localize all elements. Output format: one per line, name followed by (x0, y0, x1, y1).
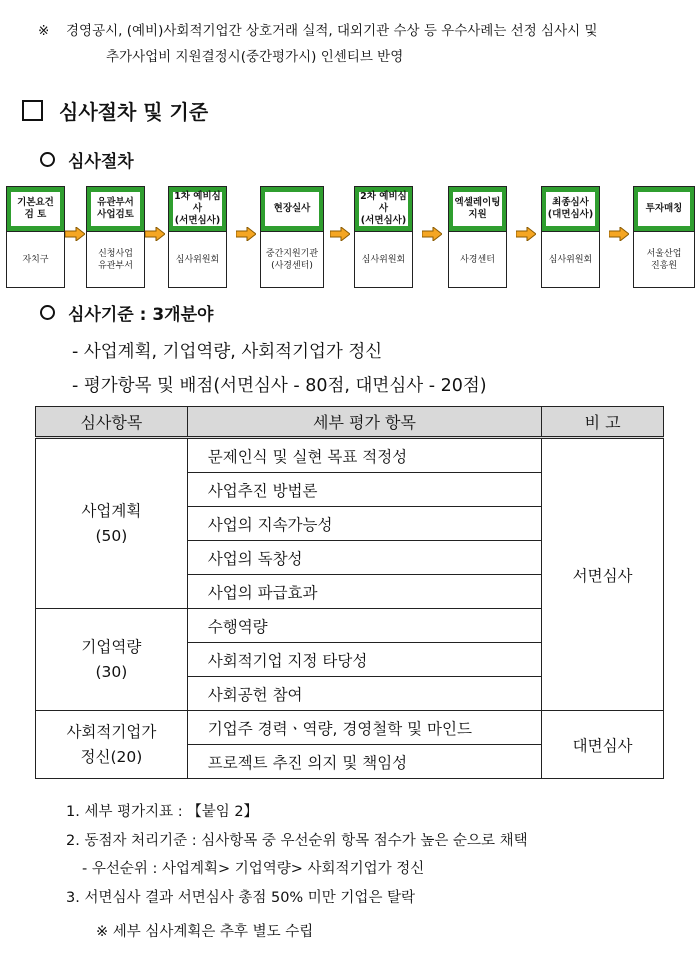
item-cell: 사업의 독창성 (187, 541, 541, 575)
procedure-flow (6, 186, 696, 288)
flow-step-header (261, 187, 323, 232)
footnote-sub: - 우선순위 : 사업계획> 기업역량> 사회적기업가 정신 (82, 861, 425, 877)
flow-step (541, 186, 600, 288)
flow-step (633, 186, 695, 288)
right-arrow-icon (609, 227, 629, 241)
circle-bullet-icon (40, 152, 55, 167)
item-cell: 기업주 경력ㆍ역량, 경영철학 및 마인드 (187, 711, 541, 745)
flow-step-header (87, 187, 144, 232)
column-header: 세부 평가 항목 (187, 407, 541, 438)
category-cell: 기업역량 (30) (36, 609, 188, 711)
flow-step (448, 186, 507, 288)
right-arrow-icon (422, 227, 442, 241)
circle-bullet-icon (40, 305, 55, 320)
right-arrow-icon (65, 227, 85, 241)
flow-step-title: 엑셀레이팅 지원 (453, 192, 502, 226)
right-arrow-icon (516, 227, 536, 241)
flow-step-title: 2차 예비심사 (서면심사) (360, 191, 407, 226)
flow-step-title: 최종심사 (대면심사) (546, 192, 595, 226)
flow-step-title: 투자매칭 (638, 192, 690, 226)
flow-step-header (449, 187, 506, 232)
flow-step-title: 유관부서 사업검토 (91, 192, 140, 226)
column-header: 심사항목 (36, 407, 188, 438)
checkbox-square-icon (22, 100, 43, 121)
flow-step-actor: 신청사업 유관부서 (98, 248, 133, 271)
flow-step (260, 186, 324, 288)
flow-step-actor: 사경센터 (460, 254, 495, 265)
flow-step (86, 186, 145, 288)
footnote-remark: ※ 세부 심사계획은 추후 별도 수립 (96, 924, 314, 940)
flow-step-title: 1차 예비심사 (서면심사) (174, 191, 221, 226)
note-line-1: 경영공시, (예비)사회적기업간 상호거래 실적, 대외기관 수상 등 우수사례는 선정 심사시 및 (66, 23, 598, 39)
table-row (36, 711, 664, 745)
remark-cell: 서면심사 (542, 438, 664, 711)
criteria-heading-text: 심사기준 : 3개분야 (68, 305, 214, 325)
item-cell: 사업의 지속가능성 (187, 507, 541, 541)
item-cell: 사회적기업 지정 타당성 (187, 643, 541, 677)
category-cell: 사업계획 (50) (36, 438, 188, 609)
table-row (36, 438, 664, 473)
flow-step-actor: 자치구 (22, 254, 49, 265)
section-title-text: 심사절차 및 기준 (59, 100, 209, 124)
evaluation-table (35, 406, 664, 779)
footnote: 3. 서면심사 결과 서면심사 총점 50% 미만 기업은 탈락 (66, 890, 416, 906)
section-title (22, 96, 208, 125)
flow-step-header (169, 187, 226, 232)
category-cell: 사회적기업가 정신(20) (36, 711, 188, 779)
flow-step-header (634, 187, 694, 232)
flow-step-header (7, 187, 64, 232)
note-line-2: 추가사업비 지원결정시(중간평가시) 인센티브 반영 (106, 49, 404, 65)
flow-step-header (355, 187, 412, 232)
flow-step (6, 186, 65, 288)
flow-step-actor: 심사위원회 (361, 254, 406, 265)
flow-step-actor: 서울산업 진흥원 (646, 248, 682, 271)
right-arrow-icon (330, 227, 350, 241)
flow-step (354, 186, 413, 288)
flow-step (168, 186, 227, 288)
flow-step-title: 기본요건 검 토 (11, 192, 60, 226)
flow-step-actor: 중간지원기관 (사경센터) (265, 248, 319, 271)
flow-step-actor: 심사위원회 (175, 254, 220, 265)
footnote: 2. 동점자 처리기준 : 심사항목 중 우선순위 항목 점수가 높은 순으로 채택 (66, 833, 528, 849)
procedure-heading (40, 147, 134, 172)
criteria-line: - 사업계획, 기업역량, 사회적기업가 정신 (72, 342, 383, 362)
note-mark: ※ (38, 23, 50, 39)
item-cell: 사업추진 방법론 (187, 473, 541, 507)
footnote: 1. 세부 평가지표 : 【붙임 2】 (66, 804, 259, 820)
procedure-heading-text: 심사절차 (68, 152, 134, 172)
column-header: 비 고 (542, 407, 664, 438)
right-arrow-icon (145, 227, 165, 241)
item-cell: 사업의 파급효과 (187, 575, 541, 609)
flow-step-header (542, 187, 599, 232)
remark-cell: 대면심사 (542, 711, 664, 779)
item-cell: 프로젝트 추진 의지 및 책임성 (187, 745, 541, 779)
criteria-heading (40, 300, 213, 325)
flow-step-actor: 심사위원회 (548, 254, 593, 265)
table-header-row (36, 407, 664, 438)
flow-step-title: 현장실사 (265, 192, 319, 226)
right-arrow-icon (236, 227, 256, 241)
item-cell: 사회공헌 참여 (187, 677, 541, 711)
criteria-line: - 평가항목 및 배점(서면심사 - 80점, 대면심사 - 20점) (72, 376, 487, 396)
item-cell: 문제인식 및 실현 목표 적정성 (187, 438, 541, 473)
item-cell: 수행역량 (187, 609, 541, 643)
